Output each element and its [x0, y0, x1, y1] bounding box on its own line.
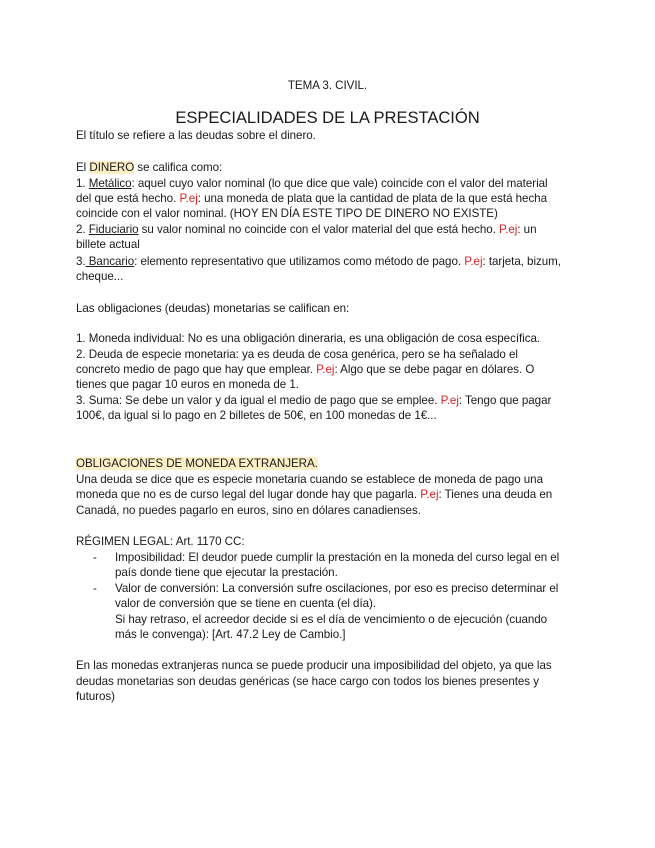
extranjera-paragraph-line-3: Canadá, no puedes pagarlo en euros, sino en dólares canadienses. — [76, 504, 421, 517]
pej-label: P.ej — [420, 488, 439, 501]
obligacion-item-2: 2. Deuda de especie monetaria: ya es deuda de cosa genérica, pero se ha señalado el — [76, 348, 518, 361]
regimen-bullet-2-line-3: Si hay retraso, el acreedor decide si es el día de vencimiento o de ejecución (cuando — [115, 613, 548, 626]
dinero-item-1-line-3: coincide con el valor nominal. (HOY EN DÍA ESTE TIPO DE DINERO NO EXISTE) — [76, 207, 498, 220]
regimen-heading: RÉGIMEN LEGAL: Art. 1170 CC: — [76, 535, 245, 548]
term-fiduciario: Fiduciario — [88, 223, 139, 236]
conclusion-paragraph-line-2: deudas monetarias son deudas genéricas (se hace cargo con todos los bienes presentes y — [76, 675, 539, 688]
dinero-item-3: 3. Bancario: elemento representativo que utilizamos como método de pago. P.ej: tarjeta, bizum, — [76, 255, 561, 268]
dinero-item-1-line-2: del que está hecho. P.ej: una moneda de plata que la cantidad de plata de la que está hecha — [76, 192, 547, 205]
dinero-item-2: 2. Fiduciario su valor nominal no coincide con el valor material del que está hecho. P.ej: un — [76, 223, 537, 236]
regimen-bullet-1: Imposibilidad: El deudor puede cumplir la prestación en la moneda del curso legal en el — [115, 551, 560, 564]
pej-label: P.ej — [440, 394, 459, 407]
obligacion-item-2-line-3: tienes que pagar 10 euros en moneda de 1. — [76, 378, 299, 391]
bullet-dash: - — [93, 551, 97, 564]
pej-label: P.ej — [316, 363, 335, 376]
term-bancario: Bancario — [85, 255, 135, 268]
regimen-bullet-2: Valor de conversión: La conversión sufre oscilaciones, por eso es preciso determinar el — [115, 582, 559, 595]
term-metalico: Metálico — [88, 177, 132, 190]
regimen-bullet-2-line-2: valor de conversión que se tiene en cuenta (el día). — [115, 597, 376, 610]
conclusion-paragraph: En las monedas extranjeras nunca se puede producir una imposibilidad del objeto, ya que las — [76, 659, 552, 672]
pej-label: P.ej — [499, 223, 518, 236]
extranjera-paragraph: Una deuda se dice que es especie monetaria cuando se establece de moneda de pago una — [76, 473, 543, 486]
obligacion-item-1: 1. Moneda individual: No es una obligación dineraria, es una obligación de cosa específica. — [76, 332, 541, 345]
regimen-bullet-2-line-4: más le convenga): [Art. 47.2 Ley de Cambio.] — [115, 628, 346, 641]
intro-text: El título se refiere a las deudas sobre el dinero. — [76, 129, 316, 142]
regimen-bullet-1-line-2: país donde tiene que ejecutar la prestación. — [115, 566, 338, 579]
topic-header: TEMA 3. CIVIL. — [287, 79, 368, 92]
extranjera-heading: OBLIGACIONES DE MONEDA EXTRANJERA. — [76, 457, 318, 470]
pej-label: P.ej — [464, 255, 483, 268]
dinero-item-2-line-2: billete actual — [76, 238, 140, 251]
obligacion-item-3-line-2: 100€, da igual si lo pago en 2 billetes de 50€, en 100 monedas de 1€... — [76, 409, 437, 422]
pej-label: P.ej — [179, 192, 198, 205]
extranjera-paragraph-line-2: moneda que no es de curso legal del lugar donde hay que pagarla. P.ej: Tienes una deuda en — [76, 488, 553, 501]
conclusion-paragraph-line-3: futuros) — [76, 690, 115, 703]
bullet-dash: - — [93, 582, 97, 595]
obligacion-item-2-line-2: concreto medio de pago que hay que emplear. P.ej: Algo que se debe pagar en dólares. O — [76, 363, 535, 376]
dinero-keyword: DINERO — [89, 161, 135, 174]
dinero-item-1: 1. Metálico: aquel cuyo valor nominal (lo que dice que vale) coincide con el valor del material — [76, 177, 548, 190]
obligacion-item-3: 3. Suma: Se debe un valor y da igual el medio de pago que se emplee. P.ej: Tengo que pagar — [76, 394, 552, 407]
page-title: ESPECIALIDADES DE LA PRESTACIÓN — [175, 108, 480, 127]
obligaciones-heading: Las obligaciones (deudas) monetarias se califican en: — [76, 302, 350, 315]
dinero-heading: El DINERO se califica como: — [76, 161, 223, 174]
dinero-item-3-line-2: cheque... — [76, 270, 124, 283]
